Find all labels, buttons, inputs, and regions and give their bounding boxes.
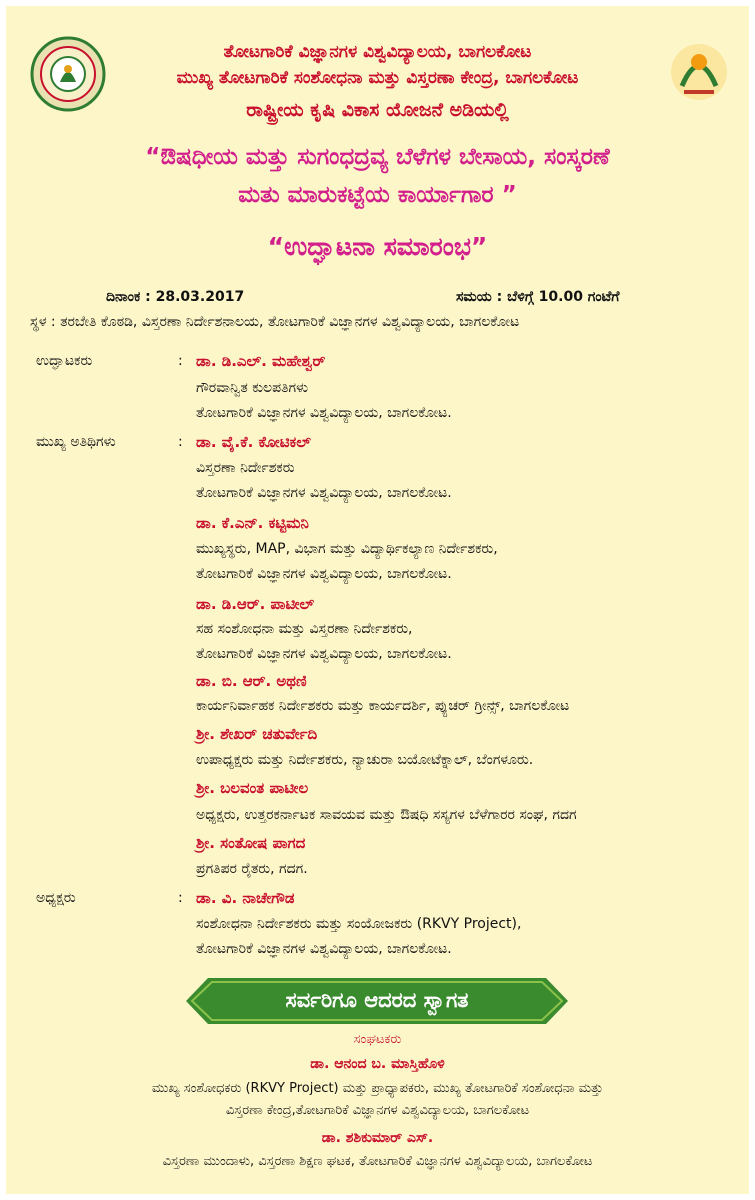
organizer-name: ಡಾ. ಆನಂದ ಬ. ಮಾಸ್ತಿಹೊಳಿ xyxy=(310,1056,445,1072)
role-colon: : xyxy=(178,434,183,450)
person-name: ಡಾ. ಡಿ.ಆರ್. ಪಾಟೀಲ್ xyxy=(196,595,315,613)
workshop-title-line1: “ಔಷಧೀಯ ಮತ್ತು ಸುಗಂಧದ್ರವ್ಯ ಬೆಳೆಗಳ ಬೇಸಾಯ, ಸಂಸ್ಕರಣೆ xyxy=(145,144,610,170)
person-affiliation: ತೋಟಗಾರಿಕೆ ವಿಜ್ಞಾನಗಳ ವಿಶ್ವವಿದ್ಯಾಲಯ, ಬಾಗಲಕೋಟ. xyxy=(196,941,452,957)
person-name: ಶ್ರೀ. ಶೇಖರ್ ಚತುರ್ವೇದಿ xyxy=(196,725,318,743)
person-affiliation: ತೋಟಗಾರಿಕೆ ವಿಜ್ಞಾನಗಳ ವಿಶ್ವವಿದ್ಯಾಲಯ, ಬಾಗಲಕೋಟ. xyxy=(196,485,452,501)
person-designation: ಸಂಶೋಧನಾ ನಿರ್ದೇಶಕರು ಮತ್ತು ಸಂಯೋಜಕರು (RKVY Project), xyxy=(196,916,522,932)
person-affiliation: ತೋಟಗಾರಿಕೆ ವಿಜ್ಞಾನಗಳ ವಿಶ್ವವಿದ್ಯಾಲಯ, ಬಾಗಲಕೋಟ. xyxy=(196,405,452,421)
person-name: ಡಾ. ಬಿ. ಆರ್. ಅಥಣಿ xyxy=(196,672,307,690)
research-centre-name: ಮುಖ್ಯ ತೋಟಗಾರಿಕೆ ಸಂಶೋಧನಾ ಮತ್ತು ವಿಸ್ತರಣಾ ಕೇಂದ್ರ, ಬಾಗಲಕೋಟ xyxy=(176,68,579,88)
university-name: ತೋಟಗಾರಿಕೆ ವಿಜ್ಞಾನಗಳ ವಿಶ್ವವಿದ್ಯಾಲಯ, ಬಾಗಲಕೋಟ xyxy=(223,42,532,62)
organizer-designation: ವಿಸ್ತರಣಾ ಮುಂದಾಳು, ವಿಸ್ತರಣಾ ಶಿಕ್ಷಣ ಘಟಕ, ತೋಟಗಾರಿಕೆ ವಿಜ್ಞಾನಗಳ ವಿಶ್ವವಿದ್ಯಾಲಯ, ಬಾಗಲಕೋಟ xyxy=(162,1154,593,1169)
person-designation: ಕಾರ್ಯನಿರ್ವಾಹಕ ನಿರ್ದೇಶಕರು ಮತ್ತು ಕಾರ್ಯದರ್ಶಿ, ಪ್ಯುಚರ್ ಗ್ರೀನ್ಸ್, ಬಾಗಲಕೋಟ xyxy=(196,698,570,714)
role-chief-guests: ಮುಖ್ಯ ಅತಿಥಿಗಳು xyxy=(36,434,116,450)
person-affiliation: ತೋಟಗಾರಿಕೆ ವಿಜ್ಞಾನಗಳ ವಿಶ್ವವಿದ್ಯಾಲಯ, ಬಾಗಲಕೋಟ. xyxy=(196,646,452,662)
person-designation: ಸಹ ಸಂಶೋಧನಾ ಮತ್ತು ವಿಸ್ತರಣಾ ನಿರ್ದೇಶಕರು, xyxy=(196,621,413,637)
organizer-designation: ಮುಖ್ಯ ಸಂಶೋಧಕರು (RKVY Project) ಮತ್ತು ಪ್ರಾಧ್ಯಾಪಕರು, ಮುಖ್ಯ ತೋಟಗಾರಿಕೆ ಸಂಶೋಧನಾ ಮತ್ತು xyxy=(151,1081,604,1096)
role-colon: : xyxy=(178,890,183,906)
person-designation: ವಿಸ್ತರಣಾ ನಿರ್ದೇಶಕರು xyxy=(196,460,295,476)
person-name: ಶ್ರೀ. ಬಲವಂತ ಪಾಟೀಲ xyxy=(196,779,309,797)
scheme-line: ರಾಷ್ಟ್ರೀಯ ಕೃಷಿ ವಿಕಾಸ ಯೋಜನೆ ಅಡಿಯಲ್ಲಿ xyxy=(246,99,509,121)
inauguration-heading: “ಉದ್ಘಾಟನಾ ಸಮಾರಂಭ” xyxy=(267,232,488,261)
invitation-card xyxy=(6,6,749,1194)
person-designation: ಗೌರವಾನ್ವಿತ ಕುಲಪತಿಗಳು xyxy=(196,380,309,396)
person-name: ಡಾ. ಕೆ.ಎನ್. ಕಟ್ಟಿಮನಿ xyxy=(196,514,309,532)
workshop-title-line2: ಮತು ಮಾರುಕಟ್ಟೆಯ ಕಾರ್ಯಾಗಾರ ” xyxy=(238,182,517,208)
event-time: ಸಮಯ : ಬೆಳಿಗ್ಗೆ 10.00 ಗಂಟೆಗೆ xyxy=(456,289,620,305)
person-designation: ಮುಖ್ಯಸ್ಥರು, MAP, ವಿಭಾಗ ಮತ್ತು ವಿದ್ಯಾರ್ಥಿಕಲ್ಯಾಣ ನಿರ್ದೇಶಕರು, xyxy=(196,541,498,557)
person-name: ಡಾ. ವೈ.ಕೆ. ಕೋಟಿಕಲ್ xyxy=(196,433,311,451)
person-designation: ಪ್ರಗತಿಪರ ರೈತರು, ಗದಗ. xyxy=(196,861,308,877)
person-name: ಡಾ. ಡಿ.ಎಲ್. ಮಹೇಶ್ವರ್ xyxy=(196,352,326,370)
role-inaugurator: ಉದ್ಘಾಟಕರು xyxy=(36,353,93,369)
event-venue: ಸ್ಥಳ : ತರಬೇತಿ ಕೊಠಡಿ, ವಿಸ್ತರಣಾ ನಿರ್ದೇಶನಾಲಯ, ತೋಟಗಾರಿಕೆ ವಿಜ್ಞಾನಗಳ ವಿಶ್ವವಿದ್ಯಾಲಯ, ಬಾಗಲಕೋಟ xyxy=(30,314,520,330)
person-name: ಶ್ರೀ. ಸಂತೋಷ ಪಾಗದ xyxy=(196,834,306,852)
welcome-text: ಸರ್ವರಿಗೂ ಆದರದ ಸ್ವಾಗತ xyxy=(285,988,469,1012)
organizer-name: ಡಾ. ಶಶಿಕುಮಾರ್ ಎಸ್. xyxy=(321,1130,434,1146)
person-designation: ಉಪಾಧ್ಯಕ್ಷರು ಮತ್ತು ನಿರ್ದೇಶಕರು, ನ್ಯಾಚುರಾ ಬಯೋಟೆಕ್ನಾಲ್, ಬೆಂಗಳೂರು. xyxy=(196,752,534,768)
role-colon: : xyxy=(178,353,183,369)
organizers-heading: ಸಂಘಟಕರು xyxy=(353,1032,402,1047)
event-date: ದಿನಾಂಕ : 28.03.2017 xyxy=(106,289,245,305)
organizer-affiliation: ವಿಸ್ತರಣಾ ಕೇಂದ್ರ,ತೋಟಗಾರಿಕೆ ವಿಜ್ಞಾನಗಳ ವಿಶ್ವವಿದ್ಯಾಲಯ, ಬಾಗಲಕೋಟ xyxy=(225,1103,530,1118)
role-president: ಅಧ್ಯಕ್ಷರು xyxy=(36,890,76,906)
person-designation: ಅಧ್ಯಕ್ಷರು, ಉತ್ತರಕರ್ನಾಟಕ ಸಾವಯವ ಮತ್ತು ಔಷಧಿ ಸಸ್ಯಗಳ ಬೆಳೆಗಾರರ ಸಂಘ, ಗದಗ xyxy=(196,807,577,823)
person-affiliation: ತೋಟಗಾರಿಕೆ ವಿಜ್ಞಾನಗಳ ವಿಶ್ವವಿದ್ಯಾಲಯ, ಬಾಗಲಕೋಟ. xyxy=(196,566,452,582)
person-name: ಡಾ. ವಿ. ನಾಚೇಗೌಡ xyxy=(196,889,295,907)
